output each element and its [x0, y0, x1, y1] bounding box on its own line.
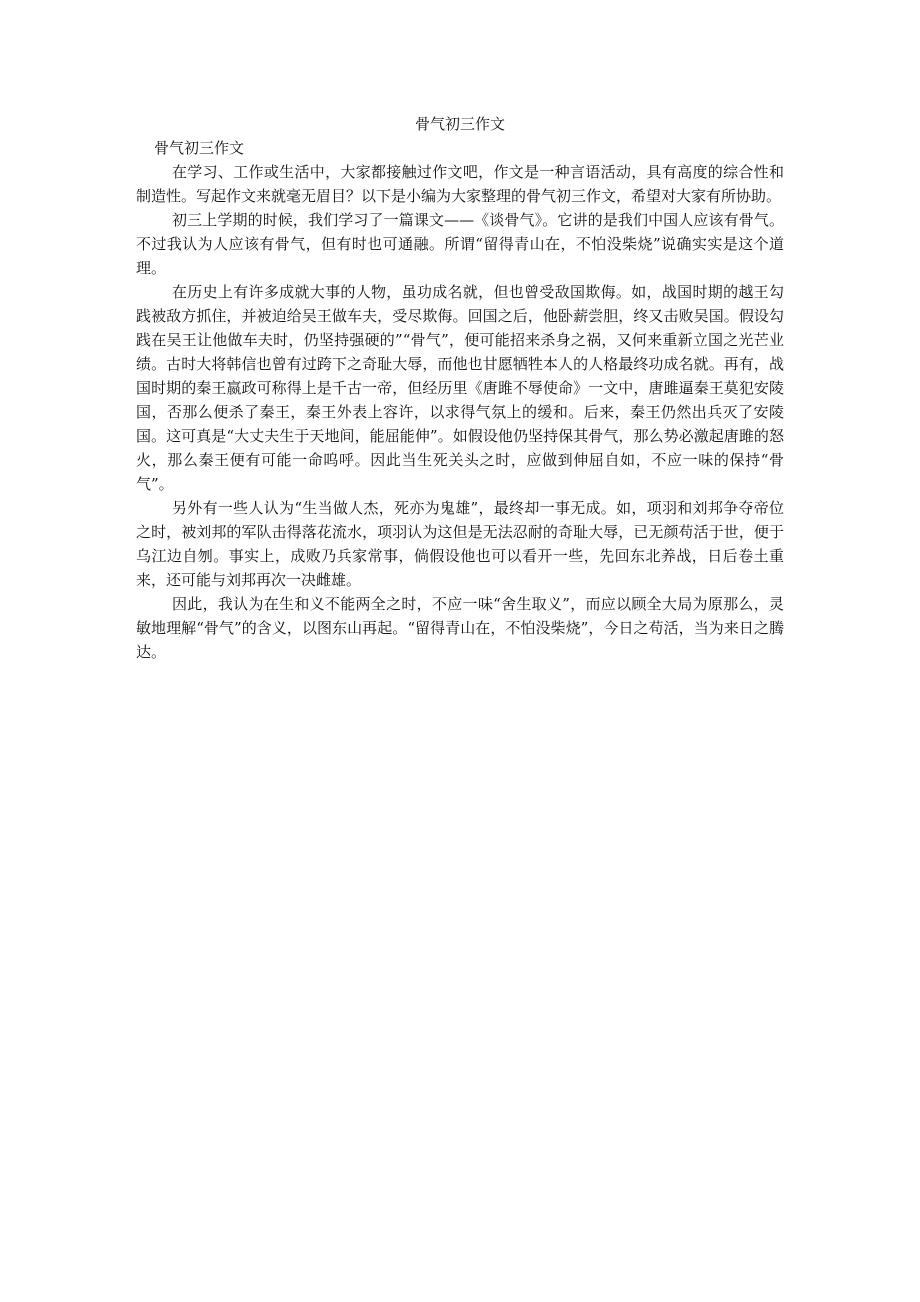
paragraph-xiangyu: 另外有一些人认为“生当做人杰，死亦为鬼雄”，最终却一事无成。如，项羽和刘邦争夺帝位之时，被刘邦的军队击得落花流水，项羽认为这但是无法忍耐的奇耻大辱，已无颜苟活于世，便于乌江边自刎。事实上，成败乃兵家常事，倘假设他也可以看开一些，先回东北养战，日后卷土重来，还可能与刘邦再次一决雌雄。 — [136, 499, 784, 589]
document-subtitle: 骨气初三作文 — [154, 139, 245, 157]
paragraph-lesson: 初三上学期的时候，我们学习了一篇课文——《谈骨气》。它讲的是我们中国人应该有骨气。不过我认为人应该有骨气，但有时也可通融。所谓“留得青山在，不怕没柴烧”说确实实是这个道理。 — [136, 211, 784, 277]
paragraph-history: 在历史上有许多成就大事的人物，虽功成名就，但也曾受敌国欺侮。如，战国时期的越王勾践被敌方抓住，并被迫给吴王做车夫，受尽欺侮。回国之后，他卧薪尝胆，终又击败吴国。假设勾践在吴王让他做车夫时，仍坚持强硬的”“骨气”，便可能招来杀身之祸，又何来重新立国之光芒业绩。古时大将韩信也曾有过跨下之奇耻大辱，而他也甘愿牺牲本人的人格最终功成名就。再有，战国时期的秦王嬴政可称得上是千古一帝，但经历里《唐雎不辱使命》一文中，唐雎逼秦王莫犯安陵国，否那么便杀了秦王，秦王外表上容许，以求得气氛上的缓和。后来，秦王仍然出兵灭了安陵国。这可真是“大丈夫生于天地间，能屈能伸”。如假设他仍坚持保其骨气，那么势必激起唐雎的怒火，那么秦王便有可能一命呜呼。因此当生死关头之时，应做到伸屈自如，不应一味的保持“骨气”。 — [136, 283, 784, 493]
document-title: 骨气初三作文 — [414, 115, 505, 133]
paragraph-conclusion: 因此，我认为在生和义不能两全之时，不应一味“舍生取义”，而应以顾全大局为原那么，灵敏地理解“骨气”的含义，以图东山再起。“留得青山在，不怕没柴烧”，今日之苟活，当为来日之腾达。 — [136, 595, 784, 661]
paragraph-intro: 在学习、工作或生活中，大家都接触过作文吧，作文是一种言语活动，具有高度的综合性和制造性。写起作文来就毫无眉目？以下是小编为大家整理的骨气初三作文，希望对大家有所协助。 — [136, 163, 784, 205]
document-body — [136, 112, 784, 664]
